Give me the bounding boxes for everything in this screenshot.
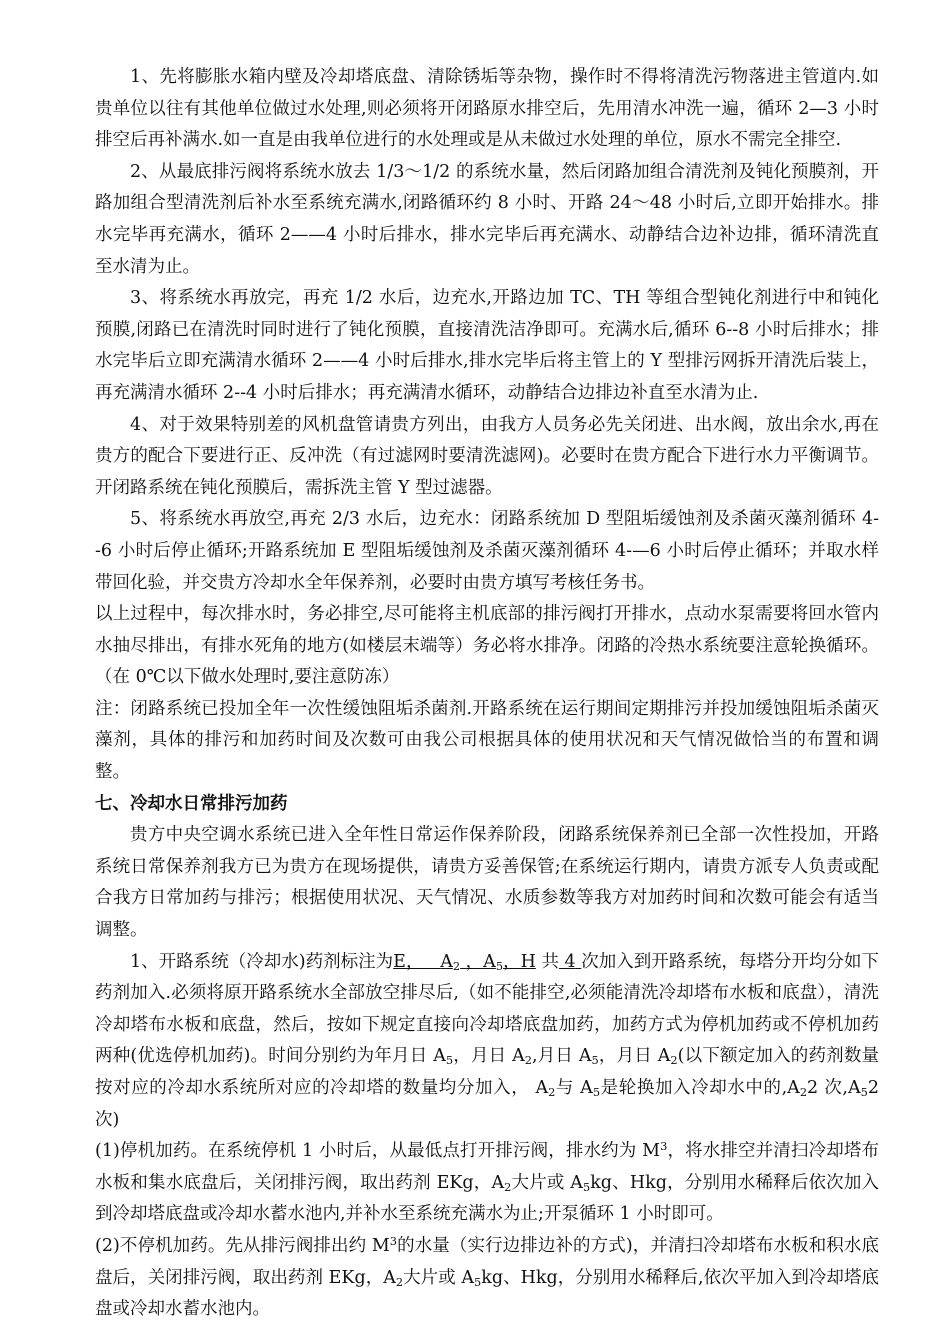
paragraph-summary: 以上过程中，每次排水时，务必排空,尽可能将主机底部的排污阀打开排水，点动水泵需要将回水管内水抽尽排出，有排水死角的地方(如楼层末端等）务必将水排净。闭路的冷热水系统要注意轮换循环。（在 0℃以下做水处理时,要注意防冻） (95, 604, 879, 688)
paragraph-stop-dosing: (1)停机加药。在系统停机 1 小时后，从最低点打开排污阀，排水约为 $M^3$，将水排空并清扫冷却塔布水板和集水底盘后，关闭排污阀，取出药剂 EKg，$A_2$大片或 $A_5kg$、Hkg，分别用水稀释后依次加入到冷却塔底盘或冷却水蓄水池内,并补水至系统充满水为止;开泵循环 1 小时即可。 (95, 1138, 880, 1225)
text-run: 1、开路系统（冷却水)药剂标注为 (130, 951, 394, 972)
paragraph-step-5: 5、将系统水再放空,再充 2/3 水后，边充水：闭路系统加 D 型阻垢缓蚀剂及杀菌灭藻剂循环 4--6 小时后停止循环;开路系统加 E 型阻垢缓蚀剂及杀菌灭藻剂循环 4-—6 小时后停止循环；并取水样带回化验，并交贵方冷却水全年保养剂，必要时由贵方填写考核任务书。 (95, 509, 879, 593)
paragraph-note: 注：闭路系统已投加全年一次性缓蚀阻垢杀菌剂.开路系统在运行期间定期排污并投加缓蚀阻垢杀菌灭藻剂，具体的排污和加药时间及次数可由我公司根据具体的使用状况和天气情况做恰当的布置和调整。 (95, 698, 879, 783)
document-page (95, 62, 879, 1326)
paragraph-intro: 贵方中央空调水系统已进入全年性日常运作保养阶段，闭路系统保养剂已全部一次性投加，开路系统日常保养剂我方已为贵方在现场提供，请贵方妥善保管;在系统运行期内，请贵方派专人负责或配合我方日常加药与排污；根据使用状况、天气情况、水质参数等我方对加药时间和次数可能会有适当调整。 (95, 825, 879, 941)
section-heading: 七、冷却水日常排污加药 (95, 793, 288, 814)
paragraph-step-4: 4、对于效果特别差的风机盘管请贵方列出，由我方人员务必先关闭进、出水阀，放出余水,再在贵方的配合下要进行正、反冲洗（有过滤网时要清洗滤网)。必要时在贵方配合下进行水力平衡调节。开闭路系统在钝化预膜后，需拆洗主管 Y 型过滤器。 (95, 414, 879, 498)
paragraph-step-1: 1、先将膨胀水箱内壁及冷却塔底盘、清除锈垢等杂物，操作时不得将清洗污物落进主管道内.如贵单位以往有其他单位做过水处理,则必须将开闭路原水排空后，先用清水冲洗一遍，循环 2—3 小时排空后再补满水.如一直是由我单位进行的水处理或是从未做过水处理的单位，原水不需完全排空. (95, 67, 879, 151)
underlined-count: 4 (564, 951, 576, 972)
paragraph-step-2: 2、从最底排污阀将系统水放去 1/3～1/2 的系统水量，然后闭路加组合清洗剂及钝化预膜剂，开路加组合型清洗剂后补水至系统充满水,闭路循环约 8 小时、开路 24～48 小时后,立即开始排水。排水完毕再充满水，循环 2——4 小时后排水，排水完毕后再充满水、动静结合边补边排，循环清洗直至水清为止。 (95, 161, 879, 277)
paragraph-step-3: 3、将系统水再放完，再充 1/2 水后，边充水,开路边加 TC、TH 等组合型钝化剂进行中和钝化预膜,闭路已在清洗时同时进行了钝化预膜，直接清洗洁净即可。充满水后,循环 6--8 小时后排水；排水完毕后立即充满清水循环 2——4 小时后排水,排水完毕后将主管上的 Y 型排污网拆开清洗后装上，再充满清水循环 2--4 小时后排水；再充满清水循环，动静结合边排边补直至水清为止. (95, 288, 879, 403)
paragraph-online-dosing: (2)不停机加药。先从排污阀排出约 $M^3$的水量（实行边排边补的方式)，并清扫冷却塔布水板和积水底盘后，关闭排污阀，取出药剂 EKg，$A_2$大片或 $A_5kg$、Hkg，分别用水稀释后,依次平加入到冷却塔底盘或冷却水蓄水池内。 (95, 1233, 879, 1320)
underlined-run: E， $A_2$ ，$A_5$，H (393, 951, 536, 973)
paragraph-open-system: 1、开路系统（冷却水)药剂标注为E， $A_2$ ，$A_5$，H 共 4 次加入到开路系统，每塔分开均分如下药剂加入.必须将原开路系统水全部放空排尽后,（如不能排空,必须能清洗冷却塔布水板和底盘），清洗冷却塔布水板和底盘，然后，按如下规定直接向冷却塔底盘加药，加药方式为停机加药或不停机加药两种(优选停机加药)。时间分别约为年月日 $A_5$，月日 $A_2$,月日 $A_5$，月日 $A_2$(以下额定加入的药剂数量按对应的冷却水系统所对应的冷却塔的数量均分加入， $A_2$与 $A_5$是轮换加入冷却水中的$,A_22$ 次$,A_52$ 次) (95, 951, 880, 1130)
